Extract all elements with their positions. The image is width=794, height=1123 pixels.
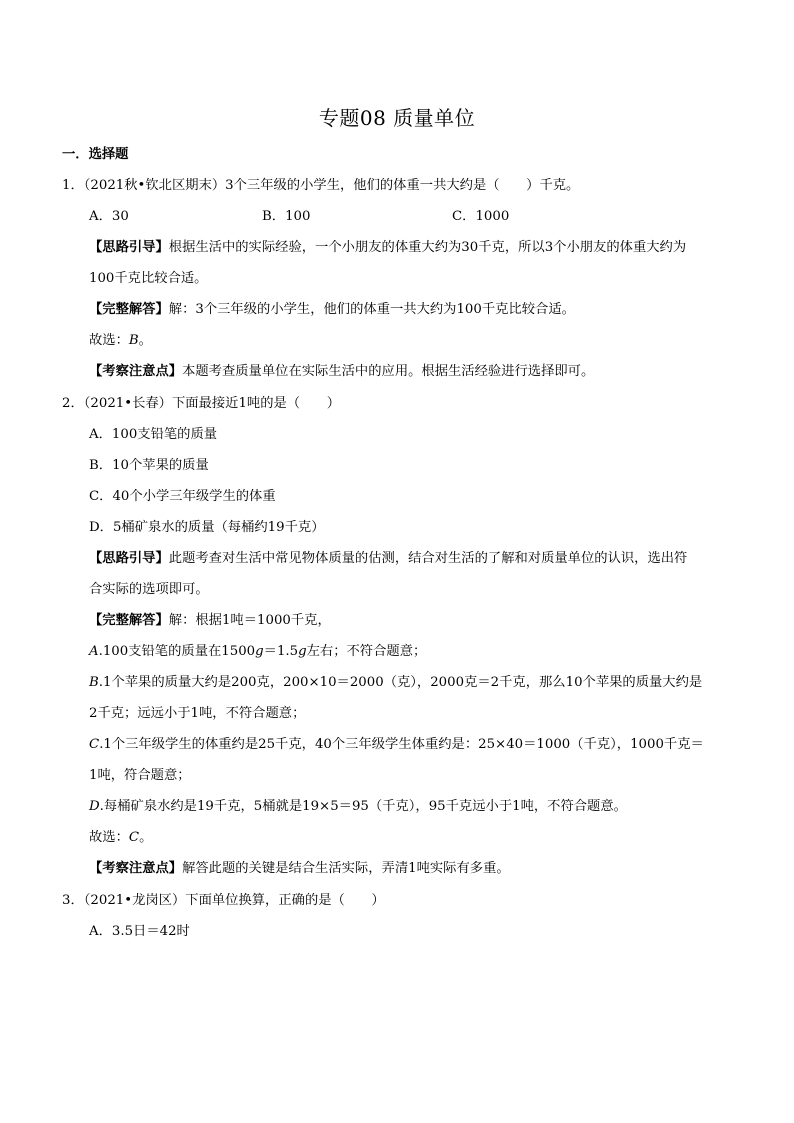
question-2-stem: 2．（2021•长春）下面最接近1吨的是（ ） <box>62 396 340 411</box>
hint-text: 根据生活中的实际经验，一个小朋友的体重大约为30千克，所以3个小朋友的体重大约为 <box>168 240 687 255</box>
hint-text: 此题考查对生活中常见物体质量的估测，结合对生活的了解和对质量单位的认识，选出符 <box>168 551 688 566</box>
question-2-analysis-d <box>89 798 627 816</box>
choice-suffix: 。 <box>139 830 153 845</box>
question-1-hint <box>89 239 686 257</box>
analysis-text: 左右；不符合题意； <box>306 644 427 659</box>
question-1-stem: 1．（2021秋•钦北区期末）3个三年级的小学生，他们的体重一共大约是（ ）千克。 <box>62 178 580 193</box>
answer-text: 解：3个三年级的小学生，他们的体重一共大约为100千克比较合适。 <box>168 302 575 317</box>
analysis-text: .1个三年级学生的体重约是25千克，40个三年级学生体重约是：25×40＝1000（千克），1000千克＝ <box>99 737 704 752</box>
question-2-option-c: C．40个小学三年级学生的体重 <box>89 489 276 504</box>
note-text: 本题考查质量单位在实际生活中的应用。根据生活经验进行选择即可。 <box>182 364 595 379</box>
hint-tag: 【思路引导】 <box>89 240 169 255</box>
question-2-note <box>89 860 510 878</box>
question-2-analysis-c <box>89 736 704 754</box>
question-1-choice <box>89 332 152 350</box>
question-2-hint <box>89 550 687 568</box>
question-3-option-a: A．3.5日＝42时 <box>89 924 190 939</box>
question-2-analysis-b <box>89 674 702 692</box>
option-b: B．100 <box>262 209 311 224</box>
question-2-option-b: B．10个苹果的质量 <box>89 458 209 473</box>
unit: g <box>255 644 264 659</box>
analysis-label: C <box>89 737 100 752</box>
option-a: A．30 <box>89 209 129 224</box>
choice-letter: B <box>128 333 139 348</box>
question-2-analysis-a <box>89 643 426 661</box>
question-1-answer <box>89 301 575 319</box>
answer-tag: 【完整解答】 <box>89 302 169 317</box>
answer-text: 解：根据1吨＝1000千克， <box>168 613 331 628</box>
unit: g <box>298 644 307 659</box>
note-tag: 【考察注意点】 <box>89 861 183 876</box>
analysis-label: B <box>89 675 99 690</box>
hint-tag: 【思路引导】 <box>89 551 169 566</box>
choice-prefix: 故选： <box>89 830 129 845</box>
answer-tag: 【完整解答】 <box>89 613 169 628</box>
question-1-note <box>89 363 594 381</box>
question-2-option-d: D．5桶矿泉水的质量（每桶约19千克） <box>89 520 325 535</box>
choice-letter: C <box>128 830 140 845</box>
choice-suffix: 。 <box>138 333 152 348</box>
question-3-stem: 3．（2021•龙岗区）下面单位换算，正确的是（ ） <box>62 893 385 908</box>
question-2-answer <box>89 612 331 630</box>
analysis-text: .每桶矿泉水约是19千克，5桶就是19×5＝95（千克），95千克远小于1吨，不符合题意。 <box>99 799 627 814</box>
choice-prefix: 故选： <box>89 333 129 348</box>
question-2-hint-cont: 合实际的选项即可。 <box>89 582 209 597</box>
question-1-hint-cont: 100千克比较合适。 <box>89 271 208 286</box>
note-text: 解答此题的关键是结合生活实际，弄清1吨实际有多重。 <box>182 861 510 876</box>
question-2-option-a: A．100支铅笔的质量 <box>89 427 218 442</box>
note-tag: 【考察注意点】 <box>89 364 183 379</box>
analysis-text: .1个苹果的质量大约是200克，200×10＝2000（克），2000克＝2千克，那么10个苹果的质量大约是 <box>98 675 703 690</box>
section-heading: 一．选择题 <box>62 147 129 162</box>
analysis-label: D <box>89 799 100 814</box>
question-2-analysis-c-cont: 1吨，符合题意； <box>89 768 191 783</box>
question-2-analysis-b-cont: 2千克；远远小于1吨，不符合题意； <box>89 706 306 721</box>
question-2-choice <box>89 829 152 847</box>
analysis-label: A <box>89 644 99 659</box>
analysis-text: .100支铅笔的质量在1500 <box>98 644 256 659</box>
page-title: 专题08 质量单位 <box>318 106 476 130</box>
analysis-text: ＝1.5 <box>263 644 299 659</box>
option-c: C．1000 <box>452 209 510 224</box>
